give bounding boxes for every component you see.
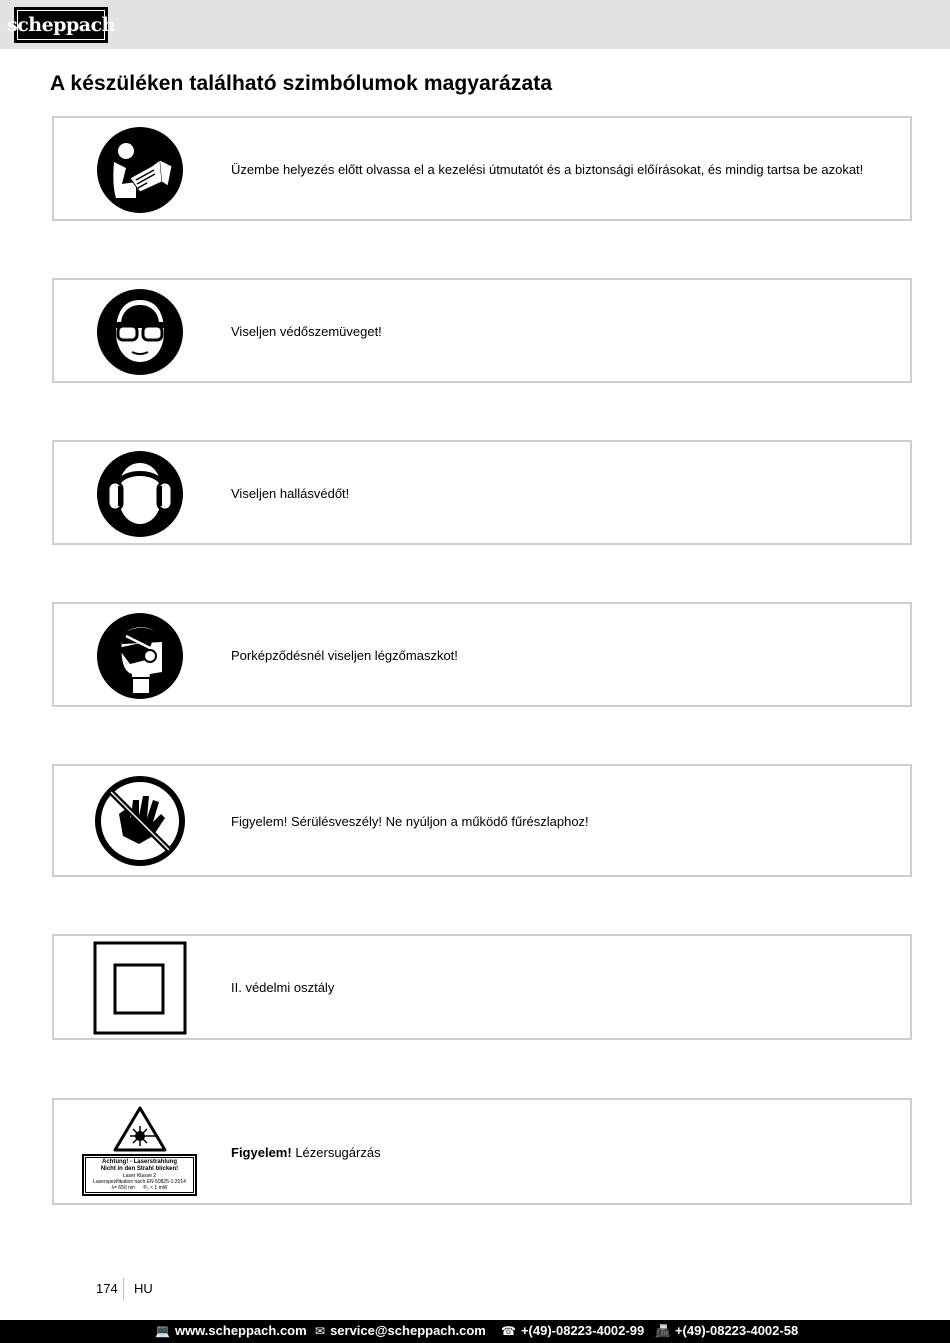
ear-protection-icon: [96, 450, 184, 538]
symbol-text: Viseljen hallásvédőt!: [231, 486, 350, 501]
safety-goggles-icon: [96, 288, 184, 376]
page-number-divider: [123, 1278, 124, 1300]
symbol-row-respirator: [52, 602, 912, 707]
brand-logo: [7, 7, 115, 43]
protection-class-ii-icon: [93, 941, 187, 1035]
laser-label: [82, 1154, 197, 1196]
page-number: 174: [96, 1281, 118, 1296]
symbol-row-no-hand: [52, 764, 912, 877]
laser-power: P₀ < 1 mW: [143, 1185, 168, 1191]
laser-label-line: Laserspezifikation nach EN 60825-1:2014: [93, 1179, 186, 1185]
symbol-row-protection-class: [52, 934, 912, 1040]
symbol-row-laser: [52, 1098, 912, 1205]
page-title: A készüléken található szimbólumok magyarázata: [50, 72, 553, 95]
footer-email-text: service@scheppach.com: [330, 1323, 486, 1338]
top-bar: [0, 0, 950, 49]
footer-website[interactable]: [155, 1323, 307, 1338]
laser-warning-icon: [113, 1106, 167, 1152]
footer-fax[interactable]: [655, 1323, 798, 1338]
symbol-text: Porképződésnél viseljen légzőmaszkot!: [231, 648, 458, 663]
mail-icon: ✉: [315, 1323, 326, 1338]
symbol-text: Üzembe helyezés előtt olvassa el a kezelési útmutatót és a biztonsági előírásokat, és mindig tartsa be azokat!: [231, 162, 864, 177]
laser-wavelength: λ= 650 nm: [111, 1185, 135, 1191]
read-manual-icon: [96, 126, 184, 214]
symbol-text: II. védelmi osztály: [231, 980, 335, 995]
footer-bar: [0, 1320, 950, 1343]
footer-email[interactable]: [315, 1323, 486, 1338]
symbol-text: Figyelem! Sérülésveszély! Ne nyúljon a működő fűrészlaphoz!: [231, 814, 589, 829]
respirator-mask-icon: [96, 612, 184, 700]
symbol-row-read-manual: [52, 116, 912, 221]
symbol-row-safety-goggles: [52, 278, 912, 383]
fax-icon: 📠: [655, 1323, 670, 1338]
symbol-text: Viseljen védőszemüveget!: [231, 324, 382, 339]
page-language: HU: [134, 1281, 153, 1296]
symbol-text-rest: Lézersugárzás: [295, 1145, 381, 1160]
no-hand-icon: [93, 774, 187, 868]
laser-label-line: Achtung! - Laserstrahlung: [101, 1159, 177, 1165]
laser-label-line: Laser Klasse 2: [122, 1173, 157, 1179]
footer-phone-text: +(49)-08223-4002-99: [520, 1323, 645, 1338]
laser-label-line: Nicht in den Strahl blicken!: [100, 1166, 179, 1172]
footer-fax-text: +(49)-08223-4002-58: [674, 1323, 799, 1338]
symbol-row-ear-protection: [52, 440, 912, 545]
computer-icon: 💻: [155, 1323, 170, 1338]
symbol-text: [231, 1145, 381, 1161]
phone-icon: ☎: [501, 1323, 516, 1338]
footer-website-text: www.scheppach.com: [174, 1323, 307, 1338]
brand-logo-text: scheppach: [7, 14, 115, 36]
footer-phone[interactable]: [501, 1323, 644, 1338]
symbol-text-bold: Figyelem!: [231, 1145, 292, 1160]
